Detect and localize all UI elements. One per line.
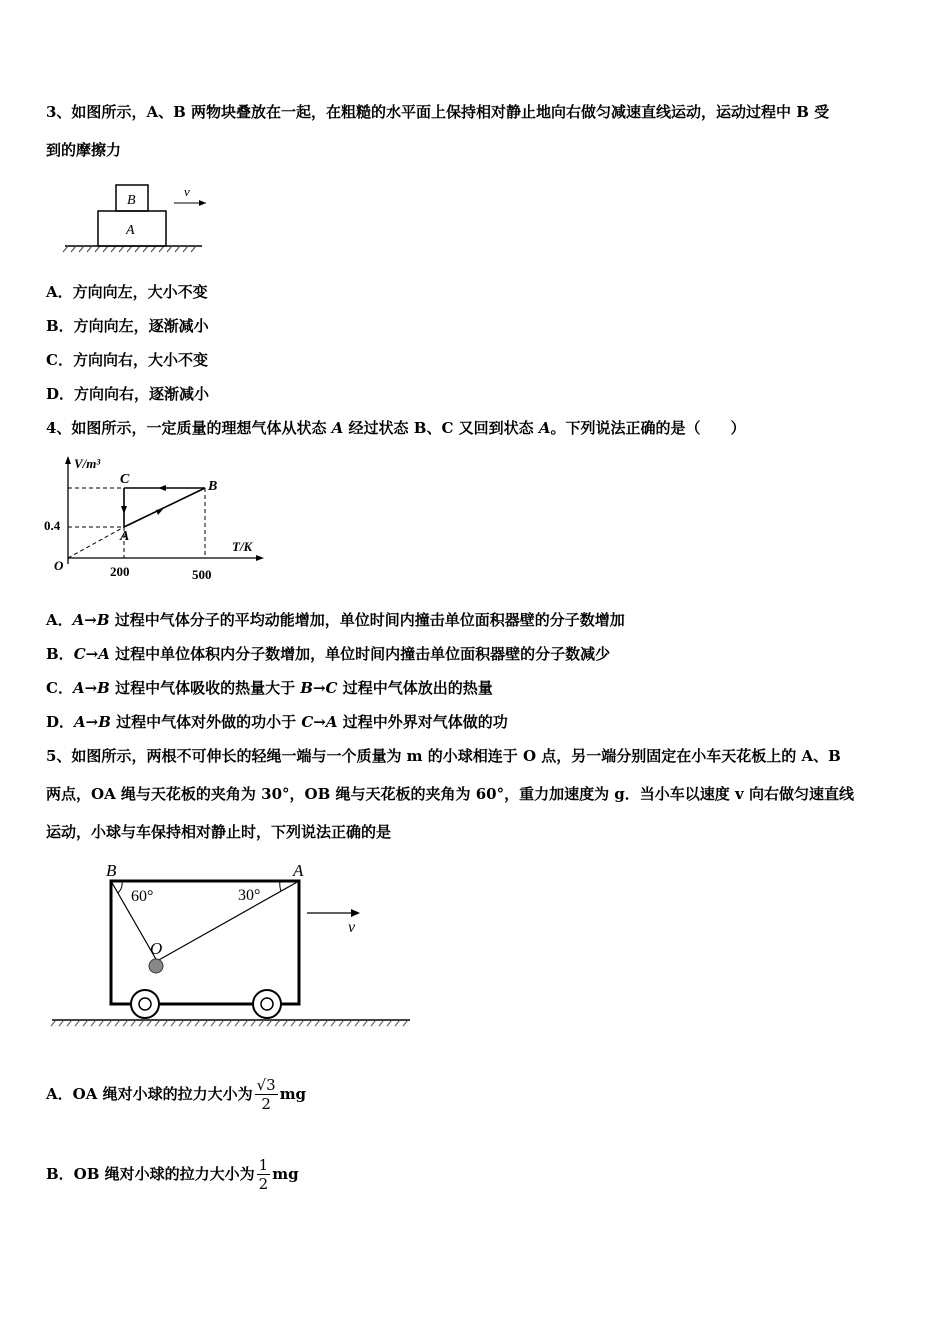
y-axis-label: V/m³ [74,456,101,471]
wheel-left [131,990,159,1018]
q3-option-d: D．方向向右，逐渐减小 [46,385,210,403]
origin-label: O [54,558,64,573]
q3-stem-line2: 到的摩擦力 [46,141,122,159]
q4-option-b: B．C→A 过程中单位体积内分子数增加，单位时间内撞击单位面积器壁的分子数减少 [46,645,611,663]
q5-option-a: A．OA 绳对小球的拉力大小为 $\frac{√3}{2}$ mg [46,1075,307,1113]
q4-option-a: A．A→B 过程中气体分子的平均动能增加，单位时间内撞击单位面积器壁的分子数增加 [46,611,625,629]
fraction-1-over-2: $\frac{1}{2}$ [258,1155,269,1193]
q3-option-c: C．方向向右，大小不变 [46,351,208,369]
q4-stem: 4、如图所示，一定质量的理想气体从状态 A 经过状态 B、C 又回到状态 A。下列说法正确的是（ ） [46,419,746,437]
q5-stem-line3: 运动，小球与车保持相对静止时，下列说法正确的是 [46,823,392,841]
point-a-label: A [120,529,130,544]
angle-30-label: 30° [238,887,261,904]
x-axis-label: T/K [232,539,253,554]
fraction-sqrt3-over-2: $\frac{√3}{2}$ [256,1075,276,1113]
velocity-label: v [348,919,356,936]
q3-figure [60,178,220,258]
q5-cart-figure [48,856,418,1036]
rope-oa [157,881,299,961]
q3-option-b: B．方向向左，逐渐减小 [46,317,209,335]
point-a-label: A [293,861,304,880]
q5-stem-line2: 两点，OA 绳与天花板的夹角为 30°，OB 绳与天花板的夹角为 60°，重力加速度为 g．当小车以速度 v 向右做匀速直线 [46,785,854,803]
q4-option-d: D．A→B 过程中气体对外做的功小于 C→A 过程中外界对气体做的功 [46,713,508,731]
x-tick-200: 200 [110,564,130,579]
ball [149,959,163,973]
q5-option-b: B．OB 绳对小球的拉力大小为 $\frac{1}{2}$ mg [46,1155,299,1193]
point-c-label: C [120,472,130,487]
y-tick-0-4: 0.4 [44,518,61,533]
q4-option-c: C．A→B 过程中气体吸收的热量大于 B→C 过程中气体放出的热量 [46,679,493,697]
wheel-right [253,990,281,1018]
point-b-label: B [106,861,117,880]
block-b-label: B [127,193,136,208]
q3-stem-line1: 3、如图所示，A、B 两物块叠放在一起，在粗糙的水平面上保持相对静止地向右做匀减速直线运动，运动过程中 B 受 [46,103,830,121]
point-o-label: O [150,939,163,958]
x-tick-500: 500 [192,567,212,582]
q3-option-a: A．方向向左，大小不变 [46,283,208,301]
q4-vt-graph [40,452,280,592]
block-a-label: A [126,223,135,238]
velocity-label: v [184,184,190,199]
path-a-to-b [124,488,205,527]
point-b-label: B [208,479,218,494]
q5-stem-line1: 5、如图所示，两根不可伸长的轻绳一端与一个质量为 m 的小球相连于 O 点，另一端分别固定在小车天花板上的 A、B [46,747,841,765]
angle-60-label: 60° [131,888,154,905]
